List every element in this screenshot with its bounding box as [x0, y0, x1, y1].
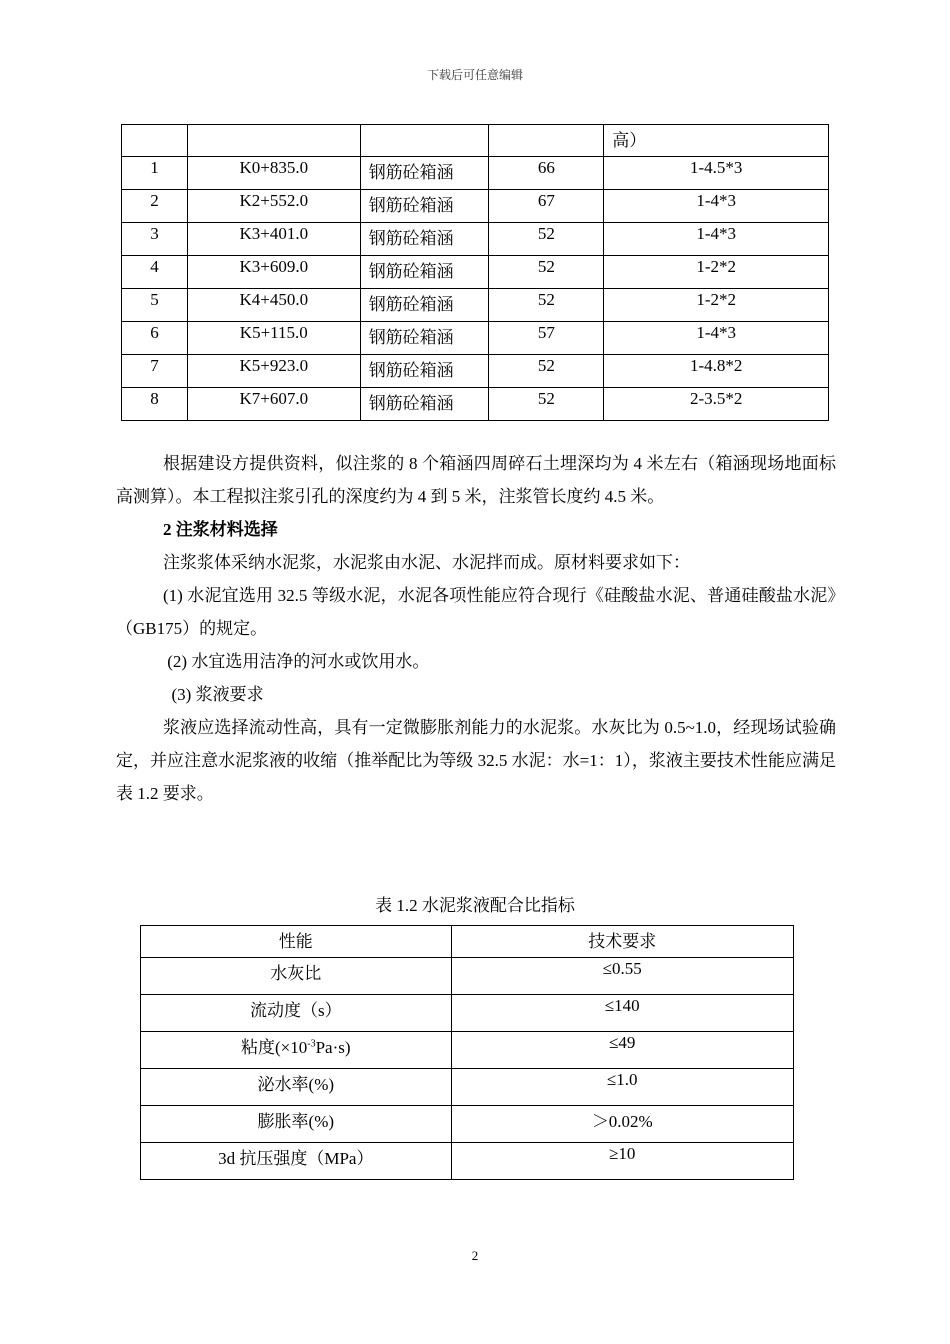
row-no: 2 — [122, 190, 188, 223]
table-row — [141, 995, 794, 1032]
row-size: 1-4*3 — [604, 322, 829, 355]
row-angle: 52 — [489, 289, 604, 322]
table-row — [122, 322, 829, 355]
row-size: 1-2*2 — [604, 256, 829, 289]
table-row — [122, 355, 829, 388]
row-no: 3 — [122, 223, 188, 256]
row-station: K3+609.0 — [187, 256, 360, 289]
requirement-cell: ≤0.55 — [451, 958, 793, 995]
paragraph-cement: (1) 水泥宜选用 32.5 等级水泥，水泥各项性能应符合现行《硅酸盐水泥、普通硅酸盐水泥》（GB175）的规定。 — [116, 586, 836, 638]
table-row — [122, 125, 829, 157]
table-row — [141, 1032, 794, 1069]
culvert-table — [121, 124, 829, 421]
continuation-cell: 高） — [604, 125, 829, 157]
row-station: K2+552.0 — [187, 190, 360, 223]
table-row — [141, 1106, 794, 1143]
requirement-cell: ≥10 — [451, 1143, 793, 1180]
row-size: 1-4*3 — [604, 190, 829, 223]
row-angle: 52 — [489, 388, 604, 421]
row-station: K5+115.0 — [187, 322, 360, 355]
row-no: 8 — [122, 388, 188, 421]
table-header-row — [141, 926, 794, 958]
row-size: 1-4.8*2 — [604, 355, 829, 388]
row-station: K5+923.0 — [187, 355, 360, 388]
paragraph-slurry-requirements: 浆液应选择流动性高，具有一定微膨胀剂能力的水泥浆。水灰比为 0.5~1.0，经现场试验确定，并应注意水泥浆液的收缩（推举配比为等级 32.5 水泥：水=1：1），浆液主要技术性能应满足表 1.2 要求。 — [116, 718, 836, 803]
page-number: 2 — [471, 1248, 479, 1263]
row-size: 1-4.5*3 — [604, 157, 829, 190]
row-station: K4+450.0 — [187, 289, 360, 322]
row-type: 钢筋砼箱涵 — [360, 223, 489, 256]
row-angle: 52 — [489, 256, 604, 289]
requirement-cell: ≤140 — [451, 995, 793, 1032]
row-angle: 67 — [489, 190, 604, 223]
row-size: 1-4*3 — [604, 223, 829, 256]
table-row — [122, 223, 829, 256]
table-row — [141, 1069, 794, 1106]
property-cell: 水灰比 — [141, 958, 452, 995]
body-text — [116, 447, 836, 810]
column-header: 技术要求 — [451, 926, 793, 958]
property-cell: 3d 抗压强度（MPa） — [141, 1143, 452, 1180]
row-type: 钢筋砼箱涵 — [360, 322, 489, 355]
row-no: 7 — [122, 355, 188, 388]
table-row — [141, 958, 794, 995]
row-size: 1-2*2 — [604, 289, 829, 322]
property-cell: 粘度$(\times 10^{-3}Pa\cdot s)$ — [141, 1032, 452, 1069]
row-no: 1 — [122, 157, 188, 190]
paragraph-water: (2) 水宜选用洁净的河水或饮用水。 — [163, 652, 430, 671]
row-no: 6 — [122, 322, 188, 355]
row-type: 钢筋砼箱涵 — [360, 388, 489, 421]
section-heading: 2 注浆材料选择 — [163, 520, 278, 539]
paragraph-burial-depth: 根据建设方提供资料，似注浆的 8 个箱涵四周碎石土埋深均为 4 米左右（箱涵现场地面标高测算）。本工程拟注浆引孔的深度约为 4 到 5 米，注浆管长度约 4.5 米。 — [116, 454, 836, 506]
table-caption: 表 1.2 水泥浆液配合比指标 — [375, 896, 575, 915]
row-type: 钢筋砼箱涵 — [360, 289, 489, 322]
page-header: 下载后可任意编辑 — [426, 68, 523, 82]
row-type: 钢筋砼箱涵 — [360, 157, 489, 190]
row-no: 5 — [122, 289, 188, 322]
mix-ratio-table — [140, 925, 794, 1180]
requirement-cell: ≤49 — [451, 1032, 793, 1069]
table-row — [122, 190, 829, 223]
property-cell: 泌水率(%) — [141, 1069, 452, 1106]
column-header: 性能 — [141, 926, 452, 958]
table-row — [122, 157, 829, 190]
table-row — [122, 256, 829, 289]
row-angle: 52 — [489, 355, 604, 388]
row-station: K7+607.0 — [187, 388, 360, 421]
property-cell: 流动度（s） — [141, 995, 452, 1032]
requirement-cell: ＞0.02% — [451, 1106, 793, 1143]
row-station: K0+835.0 — [187, 157, 360, 190]
paragraph-slurry: 注浆浆体采纳水泥浆，水泥浆由水泥、水泥拌而成。原材料要求如下： — [163, 553, 690, 572]
row-type: 钢筋砼箱涵 — [360, 355, 489, 388]
row-type: 钢筋砼箱涵 — [360, 256, 489, 289]
row-angle: 66 — [489, 157, 604, 190]
row-type: 钢筋砼箱涵 — [360, 190, 489, 223]
table-row — [141, 1143, 794, 1180]
row-angle: 57 — [489, 322, 604, 355]
row-size: 2-3.5*2 — [604, 388, 829, 421]
row-station: K3+401.0 — [187, 223, 360, 256]
table-row — [122, 289, 829, 322]
row-angle: 52 — [489, 223, 604, 256]
property-cell: 膨胀率(%) — [141, 1106, 452, 1143]
table-row — [122, 388, 829, 421]
paragraph-slurry-heading: (3) 浆液要求 — [163, 685, 264, 704]
row-no: 4 — [122, 256, 188, 289]
requirement-cell: ≤1.0 — [451, 1069, 793, 1106]
